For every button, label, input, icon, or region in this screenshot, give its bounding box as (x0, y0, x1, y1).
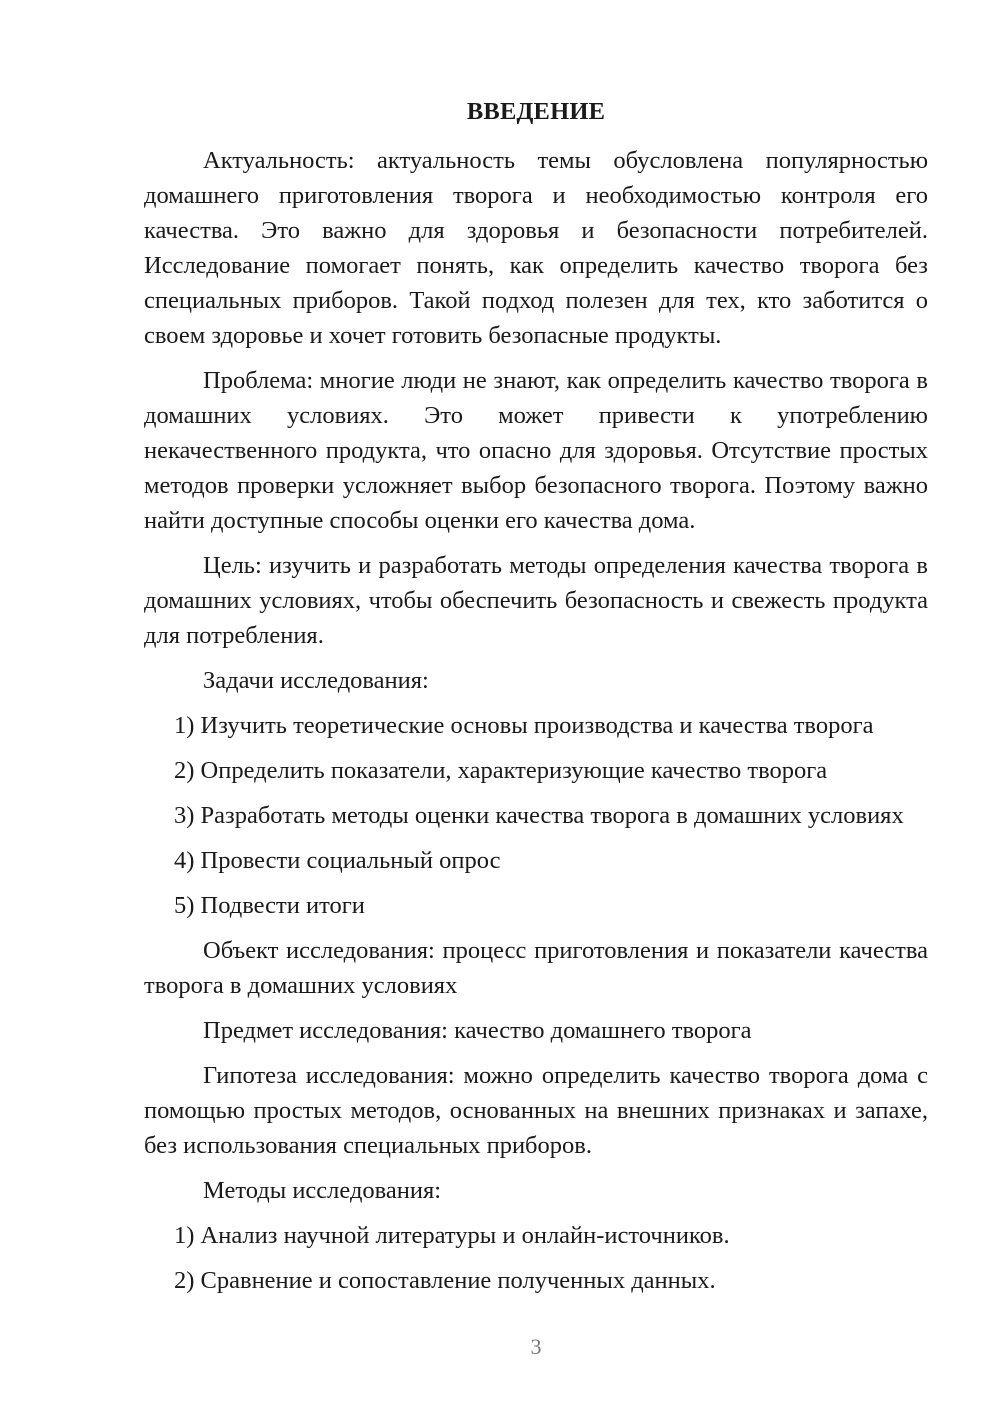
relevance-paragraph: Актуальность: актуальность темы обусловлена популярностью домашнего приготовления творога и необходимостью контроля его качества. Это важно для здоровья и безопасности потребителей. Исследование помогает понять, как определить качество творога без специальных приборов. Такой подход полезен для тех, кто заботится о своем здоровье и хочет готовить безопасные продукты. (144, 147, 928, 349)
task-item: 3) Разработать методы оценки качества творога в домашних условиях (174, 802, 904, 829)
task-item: 5) Подвести итоги (174, 892, 365, 919)
document-body (144, 94, 928, 1298)
task-item: 1) Изучить теоретические основы производства и качества творога (174, 712, 874, 739)
method-item: 1) Анализ научной литературы и онлайн-источников. (174, 1222, 730, 1249)
tasks-heading: Задачи исследования: (203, 667, 429, 694)
page-title: ВВЕДЕНИЕ (466, 98, 606, 125)
object-paragraph: Объект исследования: процесс приготовления и показатели качества творога в домашних условиях (144, 937, 928, 999)
subject-paragraph: Предмет исследования: качество домашнего творога (203, 1017, 752, 1044)
page-number: 3 (530, 1334, 542, 1359)
hypothesis-paragraph: Гипотеза исследования: можно определить качество творога дома с помощью простых методов, основанных на внешних признаках и запахе, без использования специальных приборов. (144, 1062, 928, 1159)
problem-paragraph: Проблема: многие люди не знают, как определить качество творога в домашних условиях. Это может привести к употреблению некачественного продукта, что опасно для здоровья. Отсутствие простых методов проверки усложняет выбор безопасного творога. Поэтому важно найти доступные способы оценки его качества дома. (144, 367, 928, 534)
method-item: 2) Сравнение и сопоставление полученных данных. (174, 1267, 716, 1294)
methods-heading: Методы исследования: (203, 1177, 442, 1204)
task-item: 2) Определить показатели, характеризующие качество творога (174, 757, 828, 784)
goal-paragraph: Цель: изучить и разработать методы определения качества творога в домашних условиях, чтобы обеспечить безопасность и свежесть продукта для потребления. (144, 552, 928, 649)
task-item: 4) Провести социальный опрос (174, 847, 501, 874)
